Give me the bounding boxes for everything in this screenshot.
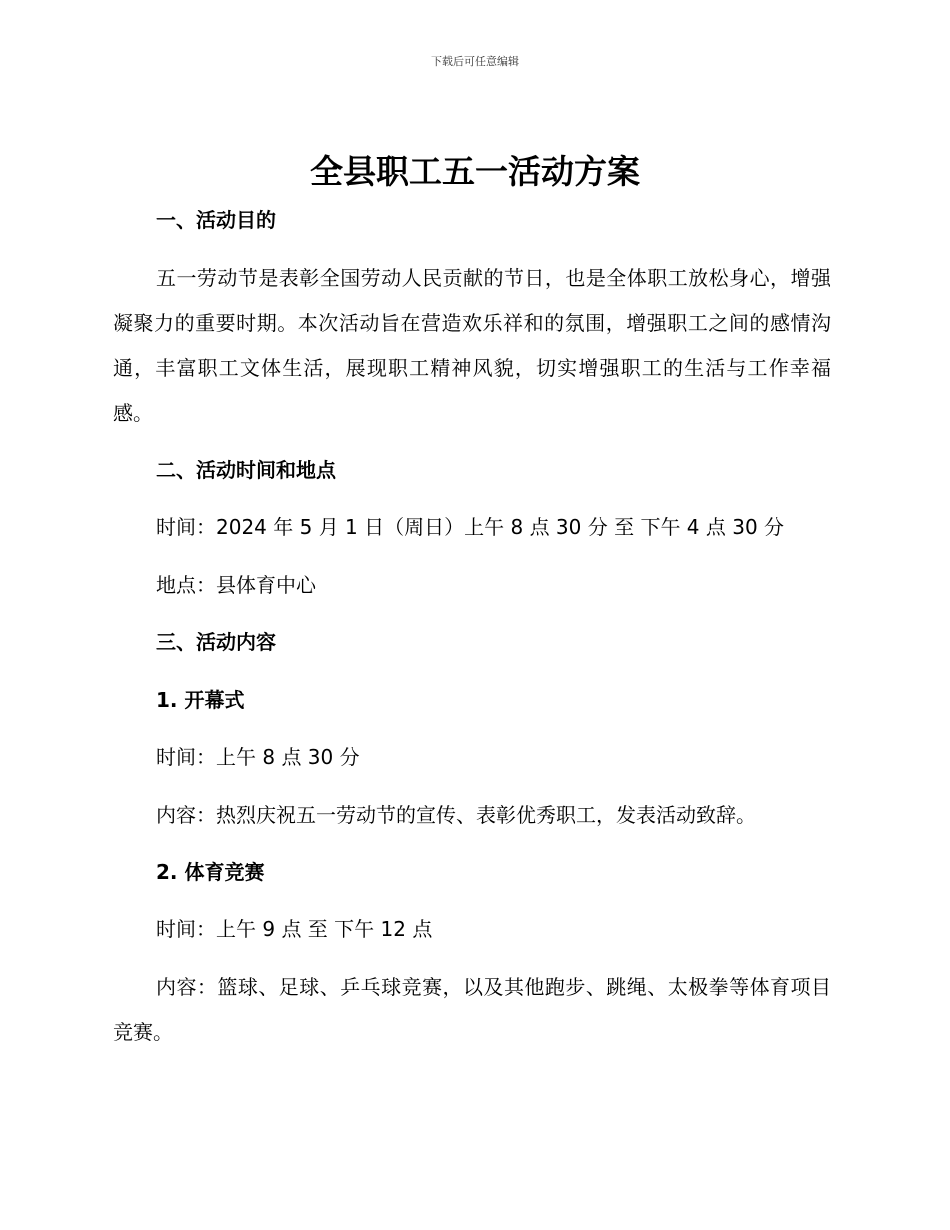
section-heading-purpose: 一、活动目的 [156, 208, 276, 232]
sports-time-line: 时间：上午 9 点 至 下午 12 点 [156, 917, 433, 941]
section-heading-time-place: 二、活动时间和地点 [156, 458, 336, 482]
opening-content-line: 内容：热烈庆祝五一劳动节的宣传、表彰优秀职工，发表活动致辞。 [156, 803, 756, 827]
item-heading-sports: 2. 体育竞赛 [156, 860, 265, 884]
event-time-line: 时间：2024 年 5 月 1 日（周日）上午 8 点 30 分 至 下午 4 点 30 分 [156, 515, 785, 539]
opening-time-line: 时间：上午 8 点 30 分 [156, 745, 360, 769]
sports-content-paragraph: 内容：篮球、足球、乒乓球竞赛，以及其他跑步、跳绳、太极拳等体育项目竞赛。 [113, 975, 831, 1044]
item-heading-opening: 1. 开幕式 [156, 688, 245, 712]
page-header-note: 下载后可任意编辑 [431, 55, 519, 68]
document-title: 全县职工五一活动方案 [310, 152, 640, 191]
section-heading-content: 三、活动内容 [156, 630, 276, 654]
purpose-paragraph: 五一劳动节是表彰全国劳动人民贡献的节日，也是全体职工放松身心，增强凝聚力的重要时期。本次活动旨在营造欢乐祥和的氛围，增强职工之间的感情沟通，丰富职工文体生活，展现职工精神风貌，切实增强职工的生活与工作幸福感。 [113, 266, 831, 425]
event-place-line: 地点：县体育中心 [156, 573, 316, 597]
